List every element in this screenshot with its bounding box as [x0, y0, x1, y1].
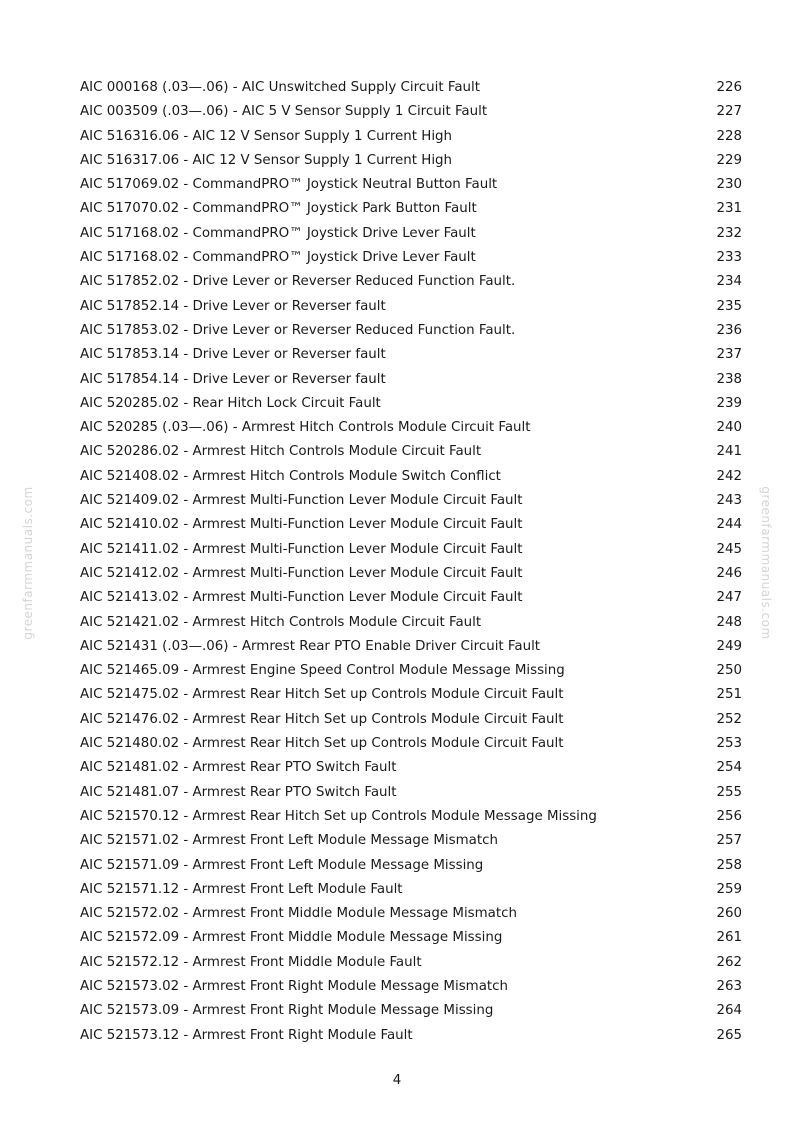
toc-entry-page: 246	[716, 565, 742, 581]
toc-entry-page: 242	[716, 468, 742, 484]
toc-entry[interactable]	[80, 756, 742, 780]
toc-entry-title: AIC 517853.02 - Drive Lever or Reverser Reduced Function Fault.	[80, 322, 516, 338]
toc-entry[interactable]	[80, 149, 742, 173]
toc-entry[interactable]	[80, 732, 742, 756]
toc-entry[interactable]	[80, 659, 742, 683]
toc-entry-title: AIC 521465.09 - Armrest Engine Speed Control Module Message Missing	[80, 663, 565, 679]
toc-entry-title: AIC 521572.12 - Armrest Front Middle Module Fault	[80, 954, 422, 970]
toc-entry-page: 226	[716, 80, 742, 95]
toc-entry[interactable]	[80, 319, 742, 343]
toc-entry-title: AIC 521413.02 - Armrest Multi-Function Lever Module Circuit Fault	[80, 590, 523, 606]
toc-entry[interactable]	[80, 489, 742, 513]
toc-entry-title: AIC 521475.02 - Armrest Rear Hitch Set up Controls Module Circuit Fault	[80, 687, 564, 703]
toc-entry-page: 249	[716, 638, 742, 654]
toc-entry[interactable]	[80, 611, 742, 635]
toc-entry-title: AIC 520286.02 - Armrest Hitch Controls Module Circuit Fault	[80, 444, 482, 460]
toc-entry-page: 264	[716, 1003, 742, 1019]
toc-entry-page: 234	[716, 274, 742, 290]
toc-entry[interactable]	[80, 538, 742, 562]
toc-entry-title: AIC 521573.09 - Armrest Front Right Module Message Missing	[80, 1003, 494, 1019]
toc-entry[interactable]	[80, 708, 742, 732]
toc-entry-title: AIC 521476.02 - Armrest Rear Hitch Set up Controls Module Circuit Fault	[80, 711, 564, 727]
toc-entry[interactable]	[80, 222, 742, 246]
toc-entry[interactable]	[80, 368, 742, 392]
toc-entry-title: AIC 521409.02 - Armrest Multi-Function Lever Module Circuit Fault	[80, 493, 523, 509]
page-number: 4	[392, 1073, 402, 1088]
toc-entry-title: AIC 520285 (.03—.06) - Armrest Hitch Controls Module Circuit Fault	[80, 420, 531, 436]
toc-entry-title: AIC 521412.02 - Armrest Multi-Function Lever Module Circuit Fault	[80, 565, 523, 581]
toc-entry-title: AIC 520285.02 - Rear Hitch Lock Circuit Fault	[80, 395, 381, 411]
toc-entry-page: 257	[716, 833, 742, 849]
toc-entry-page: 259	[716, 881, 742, 897]
toc-entry-page: 263	[716, 978, 742, 994]
toc-entry-title: AIC 521571.12 - Armrest Front Left Module Fault	[80, 881, 403, 897]
toc-entry-page: 248	[716, 614, 742, 630]
toc-entry-title: AIC 003509 (.03—.06) - AIC 5 V Sensor Supply 1 Circuit Fault	[80, 104, 488, 120]
table-of-contents	[80, 76, 742, 1048]
toc-entry-title: AIC 521411.02 - Armrest Multi-Function Lever Module Circuit Fault	[80, 541, 523, 557]
toc-entry-page: 245	[716, 541, 742, 557]
toc-entry[interactable]	[80, 1024, 742, 1048]
toc-entry-title: AIC 517852.02 - Drive Lever or Reverser Reduced Function Fault.	[80, 274, 516, 290]
toc-entry-page: 265	[716, 1027, 742, 1043]
toc-entry-title: AIC 517852.14 - Drive Lever or Reverser fault	[80, 298, 386, 314]
toc-entry-page: 260	[716, 906, 742, 922]
toc-entry[interactable]	[80, 416, 742, 440]
toc-entry-title: AIC 521408.02 - Armrest Hitch Controls Module Switch Conflict	[80, 468, 501, 484]
toc-entry-page: 255	[716, 784, 742, 800]
toc-entry-page: 244	[716, 517, 742, 533]
toc-entry[interactable]	[80, 829, 742, 853]
toc-entry-title: AIC 521481.02 - Armrest Rear PTO Switch Fault	[80, 760, 397, 776]
toc-entry-title: AIC 517854.14 - Drive Lever or Reverser fault	[80, 371, 386, 387]
toc-entry-page: 253	[716, 736, 742, 752]
toc-entry[interactable]	[80, 635, 742, 659]
toc-entry-page: 237	[716, 347, 742, 363]
toc-entry-title: AIC 521570.12 - Armrest Rear Hitch Set up Controls Module Message Missing	[80, 808, 597, 824]
toc-entry[interactable]	[80, 805, 742, 829]
toc-entry-title: AIC 521572.02 - Armrest Front Middle Module Message Mismatch	[80, 906, 517, 922]
toc-entry-title: AIC 000168 (.03—.06) - AIC Unswitched Supply Circuit Fault	[80, 80, 480, 95]
toc-entry-title: AIC 521421.02 - Armrest Hitch Controls Module Circuit Fault	[80, 614, 482, 630]
toc-entry-page: 247	[716, 590, 742, 606]
toc-entry-page: 239	[716, 395, 742, 411]
toc-entry-title: AIC 521572.09 - Armrest Front Middle Module Message Missing	[80, 930, 503, 946]
toc-entry[interactable]	[80, 125, 742, 149]
toc-entry-title: AIC 517168.02 - CommandPRO™ Joystick Drive Lever Fault	[80, 225, 476, 241]
toc-entry-page: 256	[716, 808, 742, 824]
toc-entry-title: AIC 517070.02 - CommandPRO™ Joystick Park Button Fault	[80, 201, 477, 217]
toc-entry-title: AIC 521431 (.03—.06) - Armrest Rear PTO Enable Driver Circuit Fault	[80, 638, 541, 654]
watermark-left: greenfarmmanuals.com	[21, 486, 35, 640]
toc-entry-page: 240	[716, 420, 742, 436]
toc-entry-page: 232	[716, 225, 742, 241]
toc-entry-page: 231	[716, 201, 742, 217]
toc-entry[interactable]	[80, 975, 742, 999]
toc-entry[interactable]	[80, 999, 742, 1023]
toc-entry-page: 251	[716, 687, 742, 703]
toc-entry[interactable]	[80, 440, 742, 464]
toc-entry[interactable]	[80, 951, 742, 975]
toc-entry-page: 243	[716, 493, 742, 509]
toc-entry-title: AIC 521571.09 - Armrest Front Left Module Message Missing	[80, 857, 484, 873]
toc-entry-page: 228	[716, 128, 742, 144]
toc-entry-title: AIC 521571.02 - Armrest Front Left Module Message Mismatch	[80, 833, 498, 849]
toc-entry-title: AIC 521573.02 - Armrest Front Right Module Message Mismatch	[80, 978, 509, 994]
toc-entry[interactable]	[80, 173, 742, 197]
toc-entry-title: AIC 521481.07 - Armrest Rear PTO Switch Fault	[80, 784, 397, 800]
toc-entry[interactable]	[80, 246, 742, 270]
toc-entry-page: 241	[716, 444, 742, 460]
toc-entry-page: 252	[716, 711, 742, 727]
toc-entry[interactable]	[80, 100, 742, 124]
toc-entry[interactable]	[80, 197, 742, 221]
toc-entry-title: AIC 517069.02 - CommandPRO™ Joystick Neutral Button Fault	[80, 177, 498, 193]
toc-entry-page: 236	[716, 322, 742, 338]
toc-entry-page: 262	[716, 954, 742, 970]
toc-entry-page: 238	[716, 371, 742, 387]
toc-entry[interactable]	[80, 878, 742, 902]
toc-entry[interactable]	[80, 683, 742, 707]
toc-entry-page: 250	[716, 663, 742, 679]
toc-entry[interactable]	[80, 562, 742, 586]
toc-entry[interactable]	[80, 295, 742, 319]
toc-entry[interactable]	[80, 781, 742, 805]
toc-entry-page: 229	[716, 152, 742, 168]
toc-entry-page: 230	[716, 177, 742, 193]
toc-entry-title: AIC 517853.14 - Drive Lever or Reverser fault	[80, 347, 386, 363]
toc-entry[interactable]	[80, 586, 742, 610]
toc-entry-page: 233	[716, 250, 742, 266]
toc-entry-title: AIC 521410.02 - Armrest Multi-Function Lever Module Circuit Fault	[80, 517, 523, 533]
toc-entry-title: AIC 516317.06 - AIC 12 V Sensor Supply 1 Current High	[80, 152, 453, 168]
watermark-right: greenfarmmanuals.com	[759, 486, 773, 640]
toc-entry[interactable]	[80, 76, 742, 100]
toc-entry[interactable]	[80, 513, 742, 537]
toc-entry-title: AIC 517168.02 - CommandPRO™ Joystick Drive Lever Fault	[80, 250, 476, 266]
toc-entry[interactable]	[80, 902, 742, 926]
toc-entry-title: AIC 521573.12 - Armrest Front Right Module Fault	[80, 1027, 413, 1043]
toc-entry-page: 227	[716, 104, 742, 120]
toc-entry[interactable]	[80, 854, 742, 878]
toc-entry-title: AIC 516316.06 - AIC 12 V Sensor Supply 1 Current High	[80, 128, 453, 144]
toc-entry[interactable]	[80, 343, 742, 367]
toc-entry-page: 254	[716, 760, 742, 776]
toc-entry-page: 235	[716, 298, 742, 314]
toc-entry[interactable]	[80, 926, 742, 950]
toc-entry-title: AIC 521480.02 - Armrest Rear Hitch Set up Controls Module Circuit Fault	[80, 736, 564, 752]
toc-entry-page: 258	[716, 857, 742, 873]
toc-entry[interactable]	[80, 392, 742, 416]
toc-entry[interactable]	[80, 465, 742, 489]
toc-entry-page: 261	[716, 930, 742, 946]
toc-entry[interactable]	[80, 270, 742, 294]
